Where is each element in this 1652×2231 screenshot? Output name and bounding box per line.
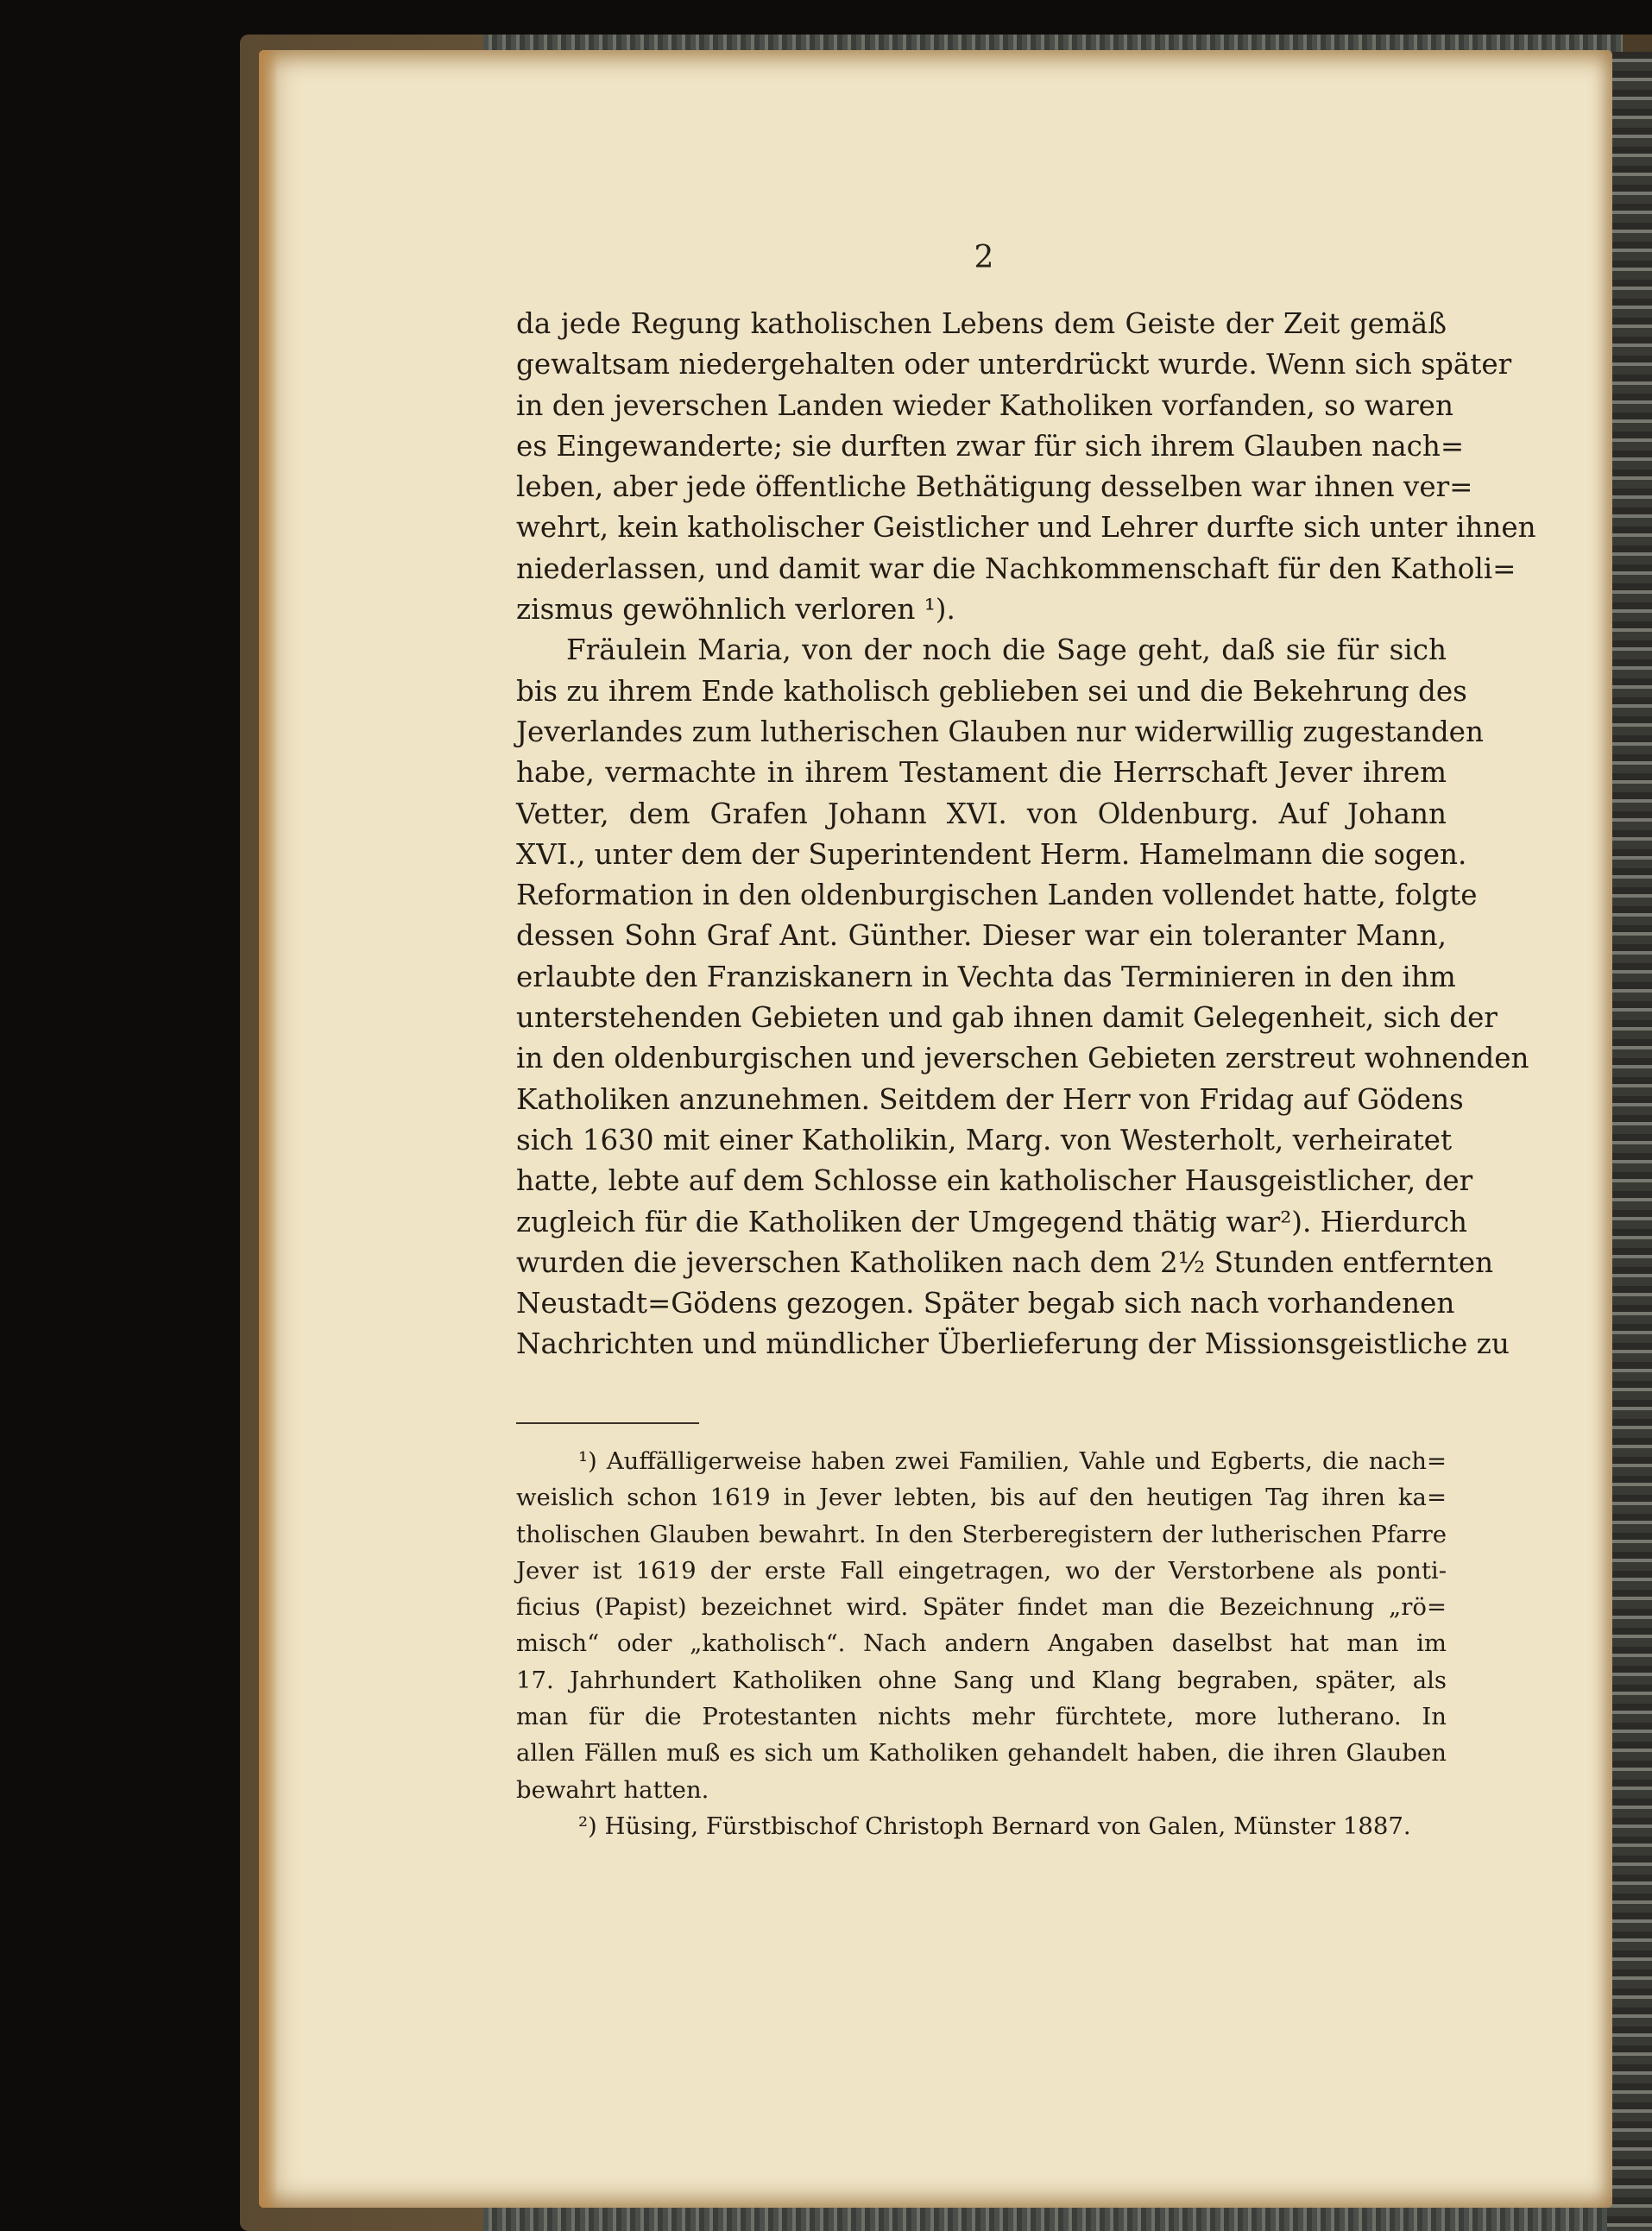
text-line: erlaubte den Franziskanern in Vechta das Terminieren in den ihm <box>516 960 1456 993</box>
text-line: da jede Regung katholischen Lebens dem Geiste der Zeit gemäß <box>516 307 1447 340</box>
text-line: sich 1630 mit einer Katholikin, Marg. von Westerholt, verheiratet <box>516 1123 1453 1156</box>
text-line: Jeverlandes zum lutherischen Glauben nur widerwillig zugestanden <box>516 715 1484 748</box>
footnote-2 <box>516 1808 1447 1844</box>
text-line: Reformation in den oldenburgischen Landen vollendet hatte, folgte <box>516 879 1478 912</box>
paragraph-2 <box>516 630 1529 1364</box>
text-line: in den jeverschen Landen wieder Katholiken vorfanden, so waren <box>516 388 1453 422</box>
footnote-line: ¹) Auffälligerweise haben zwei Familien, Vahle und Egberts, die nach= <box>578 1447 1447 1475</box>
book-spine-edge <box>1607 52 1652 2231</box>
text-line: wehrt, kein katholischer Geistlicher und Lehrer durfte sich unter ihnen <box>516 511 1536 545</box>
footnote-line: man für die Protestanten nichts mehr fürchtete, more lutherano. In <box>516 1703 1447 1731</box>
footnote-line: misch“ oder „katholisch“. Nach andern Angaben daselbst hat man im <box>516 1629 1447 1658</box>
text-line: Nachrichten und mündlicher Überlieferung der Missionsgeistliche zu <box>516 1327 1510 1361</box>
footnote-line: 17. Jahrhundert Katholiken ohne Sang und Klang begraben, später, als <box>516 1666 1447 1694</box>
footnote-line: bewahrt hatten. <box>516 1775 709 1804</box>
text-line: habe, vermachte in ihrem Testament die Herrschaft Jever ihrem <box>516 756 1447 790</box>
footnotes-block <box>516 1443 1447 1844</box>
footnote-line: allen Fällen muß es sich um Katholiken gehandelt haben, die ihren Glauben <box>516 1739 1447 1768</box>
text-line: leben, aber jede öffentliche Bethätigung desselben war ihnen ver= <box>516 470 1473 504</box>
text-line: Fräulein Maria, von der noch die Sage geht, daß sie für sich <box>566 633 1447 667</box>
text-line: zugleich für die Katholiken der Umgegend thätig war²). Hierdurch <box>516 1205 1467 1238</box>
text-line: unterstehenden Gebieten und gab ihnen damit Gelegenheit, sich der <box>516 1001 1498 1035</box>
footnote-separator <box>516 1422 699 1424</box>
text-line: gewaltsam niedergehalten oder unterdrückt wurde. Wenn sich später <box>516 348 1512 381</box>
paragraph-1 <box>516 304 1536 630</box>
footnote-line: ²) Hüsing, Fürstbischof Christoph Bernard von Galen, Münster 1887. <box>578 1812 1411 1840</box>
text-line: in den oldenburgischen und jeverschen Gebieten zerstreut wohnenden <box>516 1042 1529 1075</box>
page-stain-edge <box>259 50 278 2208</box>
text-line: dessen Sohn Graf Ant. Günther. Dieser war ein toleranter Mann, <box>516 919 1447 953</box>
footnote-line: ficius (Papist) bezeichnet wird. Später findet man die Bezeichnung „rö= <box>516 1593 1447 1622</box>
footnote-line: weislich schon 1619 in Jever lebten, bis auf den heutigen Tag ihren ka= <box>516 1484 1447 1512</box>
text-line: bis zu ihrem Ende katholisch geblieben sei und die Bekehrung des <box>516 674 1467 708</box>
text-line: wurden die jeverschen Katholiken nach dem 2½ Stunden entfernten <box>516 1245 1494 1279</box>
text-line: zismus gewöhnlich verloren ¹). <box>516 593 955 627</box>
text-line: XVI., unter dem der Superintendent Herm. Hamelmann die sogen. <box>516 837 1467 871</box>
footnote-line: Jever ist 1619 der erste Fall eingetragen, wo der Verstorbene als ponti- <box>516 1556 1447 1585</box>
text-line: Katholiken anzunehmen. Seitdem der Herr von Fridag auf Gödens <box>516 1082 1464 1116</box>
text-line: es Eingewanderte; sie durften zwar für sich ihrem Glauben nach= <box>516 429 1465 463</box>
footnote-line: tholischen Glauben bewahrt. In den Sterberegistern der lutherischen Pfarre <box>516 1520 1447 1548</box>
page-number: 2 <box>974 240 994 275</box>
text-line: Neustadt=Gödens gezogen. Später begab sich nach vorhandenen <box>516 1287 1455 1320</box>
text-line: hatte, lebte auf dem Schlosse ein katholischer Hausgeistlicher, der <box>516 1164 1473 1198</box>
footnote-1 <box>516 1443 1447 1808</box>
text-line: niederlassen, und damit war die Nachkommenschaft für den Katholi= <box>516 551 1516 585</box>
text-line: Vetter, dem Grafen Johann XVI. von Oldenburg. Auf Johann <box>516 797 1447 830</box>
main-text-block <box>516 304 1536 1365</box>
